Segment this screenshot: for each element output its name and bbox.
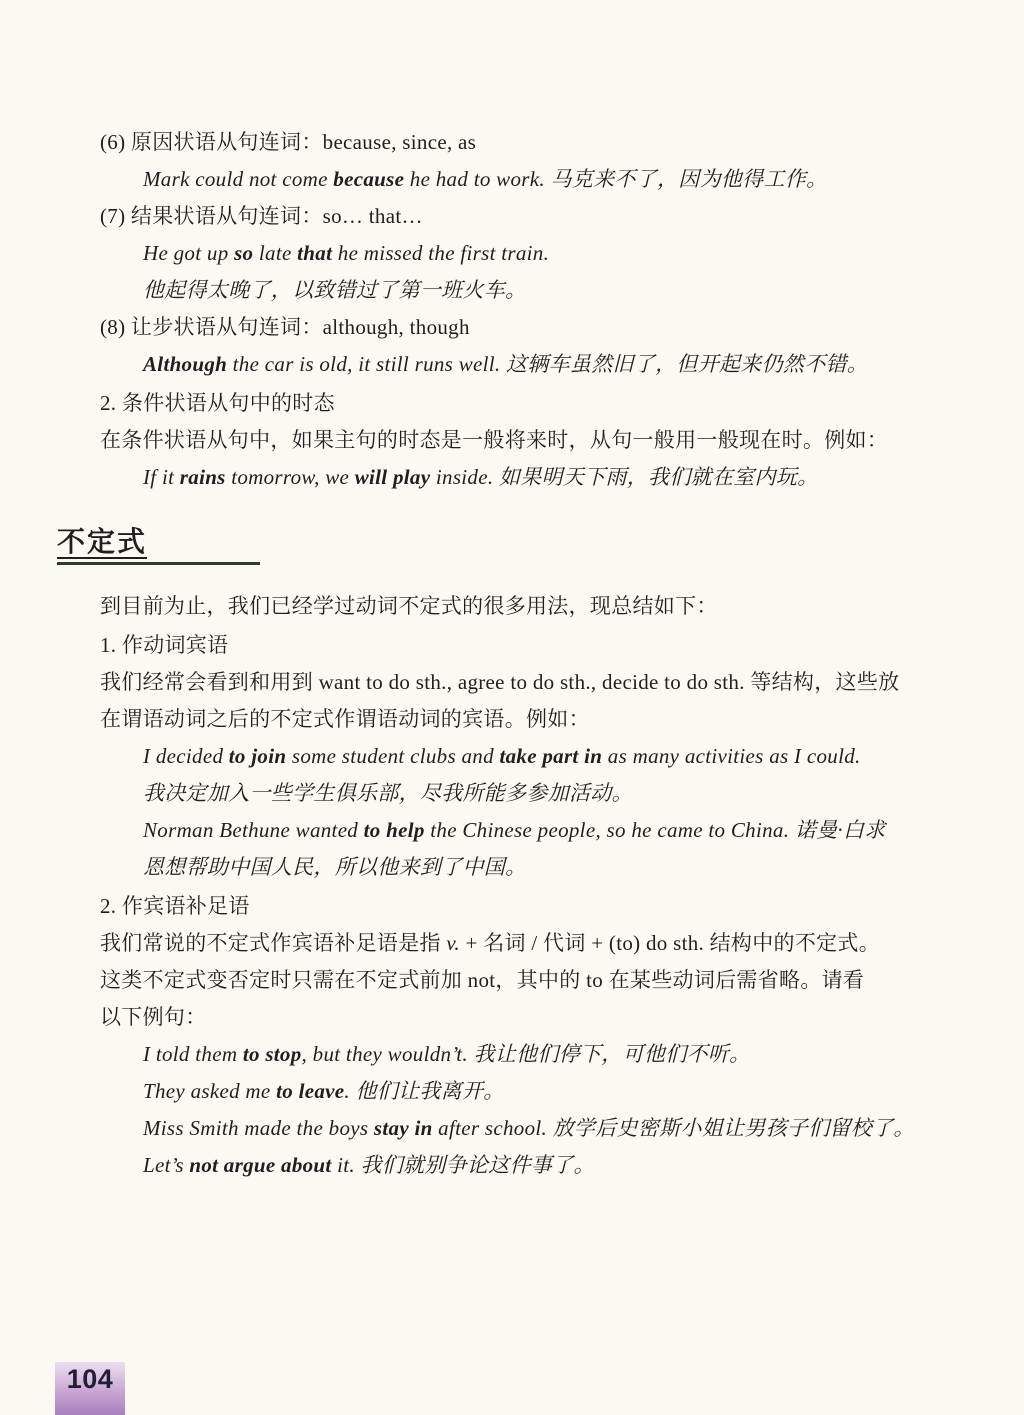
section-infinitive-as-object-complement [100,895,984,1177]
text-segment: not argue about [189,1153,332,1177]
text-segment: because [333,167,405,191]
text-line [143,1080,984,1103]
page-number-badge [55,1362,125,1415]
text-segment: as many activities as I could. [602,744,861,768]
text-segment: 以下例句： [100,1005,207,1029]
text-segment: the Chinese people, so he came to China. [424,818,795,842]
text-segment: 在条件状语从句中，如果主句的时态是一般将来时，从句一般用一般现在时。例如： [100,428,889,452]
text-segment: that [297,241,333,265]
text-segment: . [344,1079,356,1103]
text-segment: 我决定加入一些学生俱乐部，尽我所能多参加活动。 [143,781,633,805]
text-line [143,353,984,376]
text-segment: 2. 条件状语从句中的时态 [100,391,335,415]
text-segment: Miss Smith made the boys [143,1116,374,1140]
text-line [143,856,984,879]
text-line [100,392,984,415]
text-segment: v. [446,931,460,955]
text-segment: 到目前为止，我们已经学过动词不定式的很多用法，现总结如下： [100,594,718,618]
text-line [100,708,984,731]
text-segment: 1. 作动词宾语 [100,633,229,657]
text-segment: 诺曼·白求 [794,818,886,842]
section-conditional-clause-tense [100,392,984,489]
text-segment: so… that… [322,204,423,228]
text-segment: Mark could not come [143,167,334,191]
text-segment: 他起得太晚了，以致错过了第一班火车。 [143,278,527,302]
text-segment: he had to work. [404,167,551,191]
text-line [100,932,984,955]
text-segment: because, since, as [322,130,477,154]
text-segment: take part in [499,744,603,768]
text-line [100,1006,984,1029]
text-segment: 2. 作宾语补足语 [100,894,250,918]
text-segment: some student clubs and [286,744,500,768]
text-segment: 在谓语动词之后的不定式作谓语动词的宾语。例如： [100,707,590,731]
text-segment: They asked me [143,1079,277,1103]
text-line [143,745,984,768]
text-segment: Let’s [143,1153,190,1177]
text-segment: to join [228,744,287,768]
text-line [143,168,984,191]
text-segment: 如果明天下雨，我们就在室内玩。 [498,465,819,489]
text-segment: (6) 原因状语从句连词： [100,130,323,154]
text-line [143,1043,984,1066]
text-segment: 我们经常会看到和用到 [100,670,319,694]
text-line [100,634,984,657]
text-segment: If it [143,465,180,489]
text-line [100,595,984,618]
text-line [100,895,984,918]
text-line [100,429,984,452]
text-line [143,1154,984,1177]
text-segment: rains [179,465,226,489]
text-segment: so [234,241,254,265]
section-heading-infinitive [57,527,260,565]
text-segment: to stop [242,1042,302,1066]
text-segment: inside. [430,465,499,489]
text-segment: although, though [322,315,470,339]
text-segment: after school. [432,1116,553,1140]
text-segment: he missed the first train. [332,241,550,265]
text-segment: to help [363,818,425,842]
text-segment: the car is old, it still runs well. [227,352,506,376]
page-number: 104 [66,1364,114,1394]
text-segment: 我让他们停下，可他们不听。 [473,1042,751,1066]
text-line [143,819,984,842]
heading-text: 不定式 [57,526,148,557]
text-segment: 放学后史密斯小姐让男孩子们留校了。 [552,1116,915,1140]
text-segment: 我们就别争论这件事了。 [360,1153,595,1177]
text-segment: Norman Bethune wanted [143,818,364,842]
text-segment: will play [354,465,431,489]
text-segment: Although [143,352,228,376]
text-segment: it. [331,1153,361,1177]
text-line [100,131,984,154]
text-line [143,279,984,302]
section-adverbial-clause-connectives [100,131,984,376]
text-segment: 恩想帮助中国人民，所以他来到了中国。 [143,855,527,879]
text-segment: (7) 结果状语从句连词： [100,204,323,228]
text-segment: late [253,241,298,265]
text-line [143,466,984,489]
text-segment: stay in [373,1116,433,1140]
text-line [100,205,984,228]
text-segment: 我们常说的不定式作宾语补足语是指 [100,931,447,955]
text-segment: tomorrow, we [225,465,355,489]
text-line [100,316,984,339]
text-segment: (8) 让步状语从句连词： [100,315,323,339]
text-segment: 他们让我离开。 [355,1079,505,1103]
text-segment: I decided [143,744,229,768]
text-line [143,782,984,805]
text-segment: He got up [143,241,235,265]
text-line [100,969,984,992]
text-line [100,671,984,694]
text-line [143,242,984,265]
text-segment: + 名词 / 代词 + (to) do sth. 结构中的不定式。 [459,931,881,955]
text-segment: 这辆车虽然旧了，但开起来仍然不错。 [506,352,869,376]
text-line [143,1117,984,1140]
text-segment: 这类不定式变否定时只需在不定式前加 not，其中的 to 在某些动词后需省略。请看 [100,968,865,992]
text-segment: I told them [143,1042,243,1066]
text-segment: , but they wouldn’t. [301,1042,474,1066]
text-segment: to leave [276,1079,345,1103]
text-segment: 马克来不了，因为他得工作。 [550,167,828,191]
text-segment: 等结构，这些放 [744,670,900,694]
section-infinitive-as-object [100,634,984,879]
text-segment: want to do sth., agree to do sth., decide to do sth. [318,670,745,694]
section-infinitive-intro [100,595,984,618]
